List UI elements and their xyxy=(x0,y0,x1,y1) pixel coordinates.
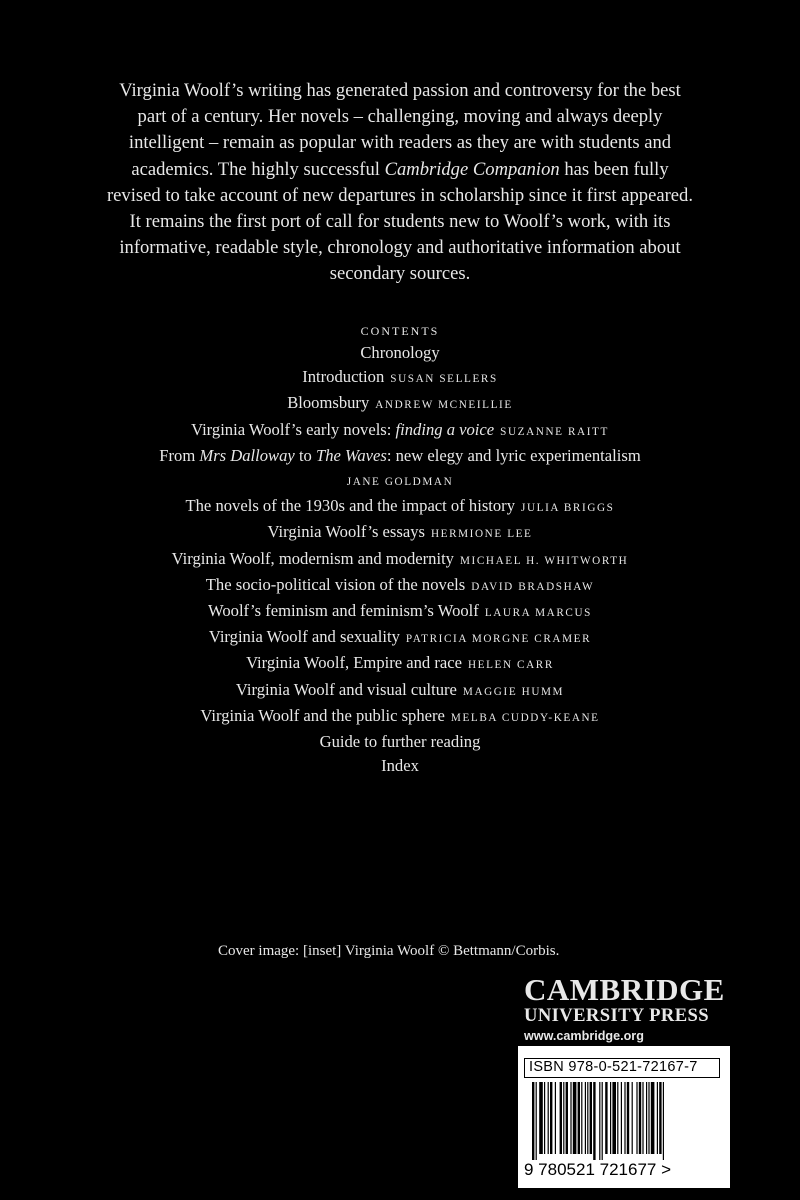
chapter-title: Chronology xyxy=(360,343,440,362)
chapter-author: LAURA MARCUS xyxy=(484,607,592,620)
chapter-title: Virginia Woolf’s early novels: xyxy=(191,419,396,439)
contents-entry xyxy=(20,599,780,625)
chapter-title: Virginia Woolf, modernism and modernity xyxy=(171,548,454,568)
contents-entry xyxy=(20,625,780,651)
publisher-subtitle: UNIVERSITY PRESS xyxy=(524,1005,709,1026)
chapter-title: Virginia Woolf and the public sphere xyxy=(200,705,445,725)
chapter-title: Introduction xyxy=(302,367,385,387)
blurb-text-2: has been fully revised to take account of new departures in scholarship since it first appeared. It remains the first port of call for students new to Woolf’s work, with its informative, readable style, chronology and authoritative information about secondary sources. xyxy=(106,158,693,285)
chapter-title: Bloomsbury xyxy=(287,393,370,413)
chapter-author: SUSAN SELLERS xyxy=(390,373,498,386)
contents-heading: CONTENTS xyxy=(360,324,440,338)
publisher-name: CAMBRIDGE xyxy=(524,972,725,1007)
chapter-title-italic: finding a voice xyxy=(395,419,495,439)
publisher-url: www.cambridge.org xyxy=(524,1029,644,1043)
chapter-title: Virginia Woolf, Empire and race xyxy=(246,653,462,673)
contents-entry xyxy=(20,678,780,704)
chapter-author: PATRICIA MORGNE CRAMER xyxy=(405,633,592,646)
chapter-title: The socio-political vision of the novels xyxy=(205,574,466,594)
chapter-title: Index xyxy=(381,756,419,776)
blurb-italic-title: Cambridge Companion xyxy=(384,158,560,180)
barcode-digits: 9 780521 721677 > xyxy=(524,1160,672,1179)
chapter-author: HERMIONE LEE xyxy=(430,528,533,541)
chapter-title-part: : new elegy and lyric experimentalism xyxy=(386,445,641,465)
contents-entry xyxy=(20,754,780,778)
chapter-author: HELEN CARR xyxy=(468,659,554,672)
isbn-label: ISBN 978-0-521-72167-7 xyxy=(524,1058,720,1078)
chapter-title: Woolf’s feminism and feminism’s Woolf xyxy=(208,601,479,621)
blurb-text-1: Virginia Woolf’s writing has generated passion and controversy for the best part of a century. Her novels – challenging, moving and always deeply intelligent – remain as popular with readers as they are with students and academics. The highly successful xyxy=(119,80,681,180)
chapter-title: Virginia Woolf and visual culture xyxy=(235,679,457,699)
chapter-author: ANDREW MCNEILLIE xyxy=(375,399,513,412)
publisher-logo xyxy=(524,974,724,1043)
contents-entry xyxy=(20,704,780,730)
chapter-author: SUZANNE RAITT xyxy=(500,425,609,438)
chapter-title-part: From xyxy=(159,445,200,465)
chapter-title: The novels of the 1930s and the impact of history xyxy=(185,496,516,516)
contents-entry xyxy=(20,520,780,546)
contents-entry xyxy=(20,418,780,444)
contents-entry xyxy=(20,651,780,677)
contents-entry xyxy=(20,341,780,365)
back-cover-blurb xyxy=(104,78,696,288)
chapter-title: Guide to further reading xyxy=(319,732,481,752)
chapter-author: MELBA CUDDY-KEANE xyxy=(450,711,600,724)
chapter-author: JANE GOLDMAN xyxy=(346,476,454,489)
cover-image-credit: Cover image: [inset] Virginia Woolf © Bettmann/Corbis. xyxy=(218,943,560,959)
contents-entry xyxy=(20,365,780,391)
chapter-title: Virginia Woolf’s essays xyxy=(267,522,425,542)
chapter-author: DAVID BRADSHAW xyxy=(471,580,595,593)
contents-entry xyxy=(20,391,780,417)
chapter-author: MICHAEL H. WHITWORTH xyxy=(459,554,629,567)
chapter-title-italic: The Waves xyxy=(316,445,387,465)
chapter-title-italic: Mrs Dalloway xyxy=(199,445,295,465)
contents-entry xyxy=(20,444,780,468)
contents-entry xyxy=(20,494,780,520)
contents-entry xyxy=(20,573,780,599)
barcode-icon xyxy=(530,1082,720,1160)
chapter-title: Virginia Woolf and sexuality xyxy=(208,627,400,647)
contents-list xyxy=(20,321,780,778)
chapter-title-part: to xyxy=(294,445,317,465)
contents-entry xyxy=(20,730,780,754)
contents-entry xyxy=(20,547,780,573)
contents-entry-author-line xyxy=(20,468,780,494)
chapter-author: MAGGIE HUMM xyxy=(462,685,565,698)
chapter-author: JULIA BRIGGS xyxy=(521,502,615,515)
